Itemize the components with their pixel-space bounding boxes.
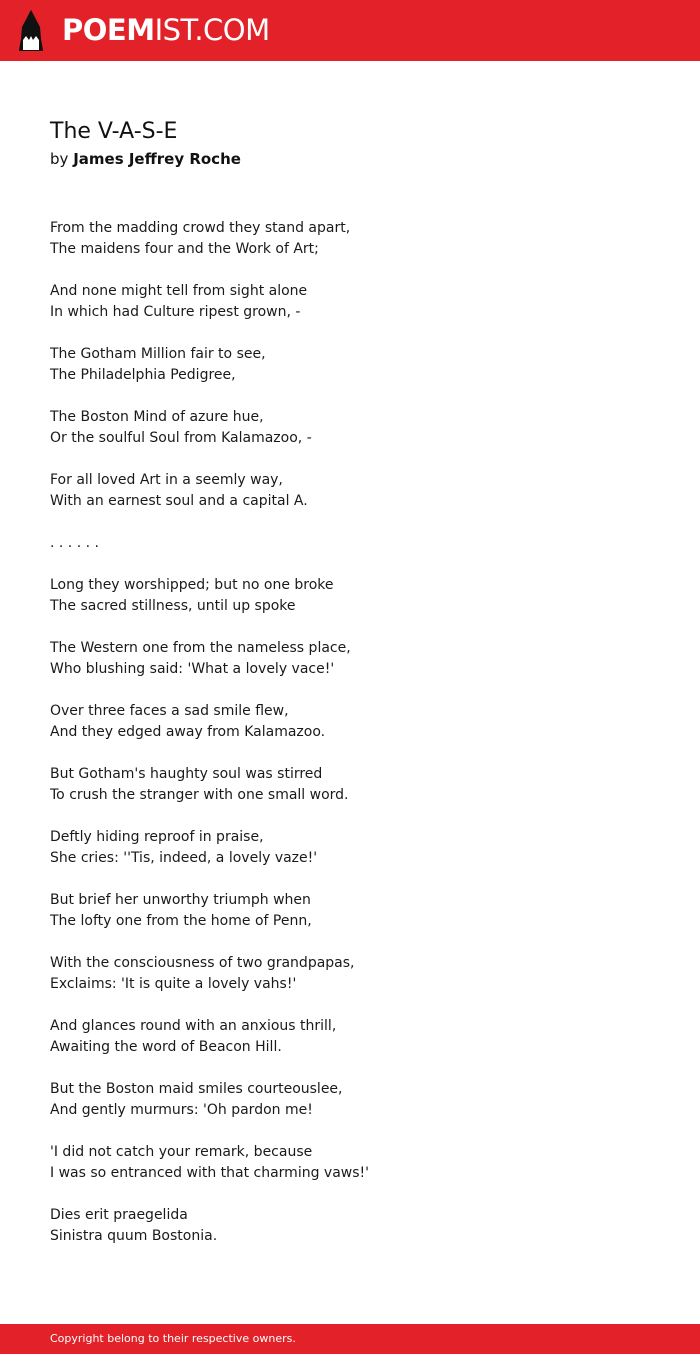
logo-text-bold: POEM xyxy=(62,13,155,47)
poem-line: But Gotham's haughty soul was stirred xyxy=(50,766,323,782)
poem-line: . . . . . . xyxy=(50,535,99,551)
poem-line: And they edged away from Kalamazoo. xyxy=(50,724,326,740)
poem-line: Sinistra quum Bostonia. xyxy=(50,1228,218,1244)
poem-line: Over three faces a sad smile flew, xyxy=(50,703,289,719)
poem-line: Exclaims: 'It is quite a lovely vahs!' xyxy=(50,976,297,992)
stanza xyxy=(50,701,650,764)
stanza xyxy=(50,827,650,890)
poem-line: The Boston Mind of azure hue, xyxy=(50,409,264,425)
stanza xyxy=(50,344,650,407)
byline xyxy=(50,148,241,170)
poem-title: The V-A-S-E xyxy=(50,119,178,144)
stanza xyxy=(50,1016,650,1079)
poem-line: For all loved Art in a seemly way, xyxy=(50,472,283,488)
stanza xyxy=(50,218,650,281)
poem-line: Awaiting the word of Beacon Hill. xyxy=(50,1039,282,1055)
author-name: James Jeffrey Roche xyxy=(73,150,241,168)
poem-line: Deftly hiding reproof in praise, xyxy=(50,829,264,845)
stanza xyxy=(50,764,650,827)
poem-line: With an earnest soul and a capital A. xyxy=(50,493,308,509)
poem-line: With the consciousness of two grandpapas, xyxy=(50,955,355,971)
poem-line: The Gotham Million fair to see, xyxy=(50,346,266,362)
poem-line: The maidens four and the Work of Art; xyxy=(50,241,319,257)
poem-line: The Philadelphia Pedigree, xyxy=(50,367,236,383)
logo-text-light: IST.COM xyxy=(154,13,270,47)
by-label: by xyxy=(50,150,69,168)
poem-line: From the madding crowd they stand apart, xyxy=(50,220,351,236)
stanza xyxy=(50,1079,650,1142)
poem-line: The sacred stillness, until up spoke xyxy=(50,598,296,614)
poem-line: Dies erit praegelida xyxy=(50,1207,188,1223)
poem-line: 'I did not catch your remark, because xyxy=(50,1144,313,1160)
poem-line: She cries: ''Tis, indeed, a lovely vaze!' xyxy=(50,850,318,866)
poem-line: And gently murmurs: 'Oh pardon me! xyxy=(50,1102,313,1118)
stanza xyxy=(50,1205,650,1268)
stanza xyxy=(50,638,650,701)
stanza xyxy=(50,575,650,638)
site-logo-link[interactable] xyxy=(62,12,270,48)
poem-line: Who blushing said: 'What a lovely vace!' xyxy=(50,661,335,677)
site-footer xyxy=(0,1324,700,1354)
poem-line: Or the soulful Soul from Kalamazoo, - xyxy=(50,430,312,446)
poem-line: And none might tell from sight alone xyxy=(50,283,308,299)
poem-line: I was so entranced with that charming vaws!' xyxy=(50,1165,369,1181)
stanza xyxy=(50,533,650,575)
poem-line: And glances round with an anxious thrill, xyxy=(50,1018,337,1034)
poem-body xyxy=(50,218,650,1268)
stanza xyxy=(50,890,650,953)
poem-line: Long they worshipped; but no one broke xyxy=(50,577,334,593)
poem-line: To crush the stranger with one small word. xyxy=(50,787,349,803)
site-header xyxy=(0,0,700,61)
pencil-tip-icon xyxy=(17,9,45,51)
stanza xyxy=(50,407,650,470)
poem-line: But the Boston maid smiles courteouslee, xyxy=(50,1081,343,1097)
copyright-notice: Copyright belong to their respective owners. xyxy=(50,1332,296,1345)
poem-line: In which had Culture ripest grown, - xyxy=(50,304,301,320)
poem-line: The lofty one from the home of Penn, xyxy=(50,913,312,929)
stanza xyxy=(50,1142,650,1205)
poem-line: But brief her unworthy triumph when xyxy=(50,892,311,908)
stanza xyxy=(50,953,650,1016)
stanza xyxy=(50,281,650,344)
stanza xyxy=(50,470,650,533)
poem-line: The Western one from the nameless place, xyxy=(50,640,351,656)
